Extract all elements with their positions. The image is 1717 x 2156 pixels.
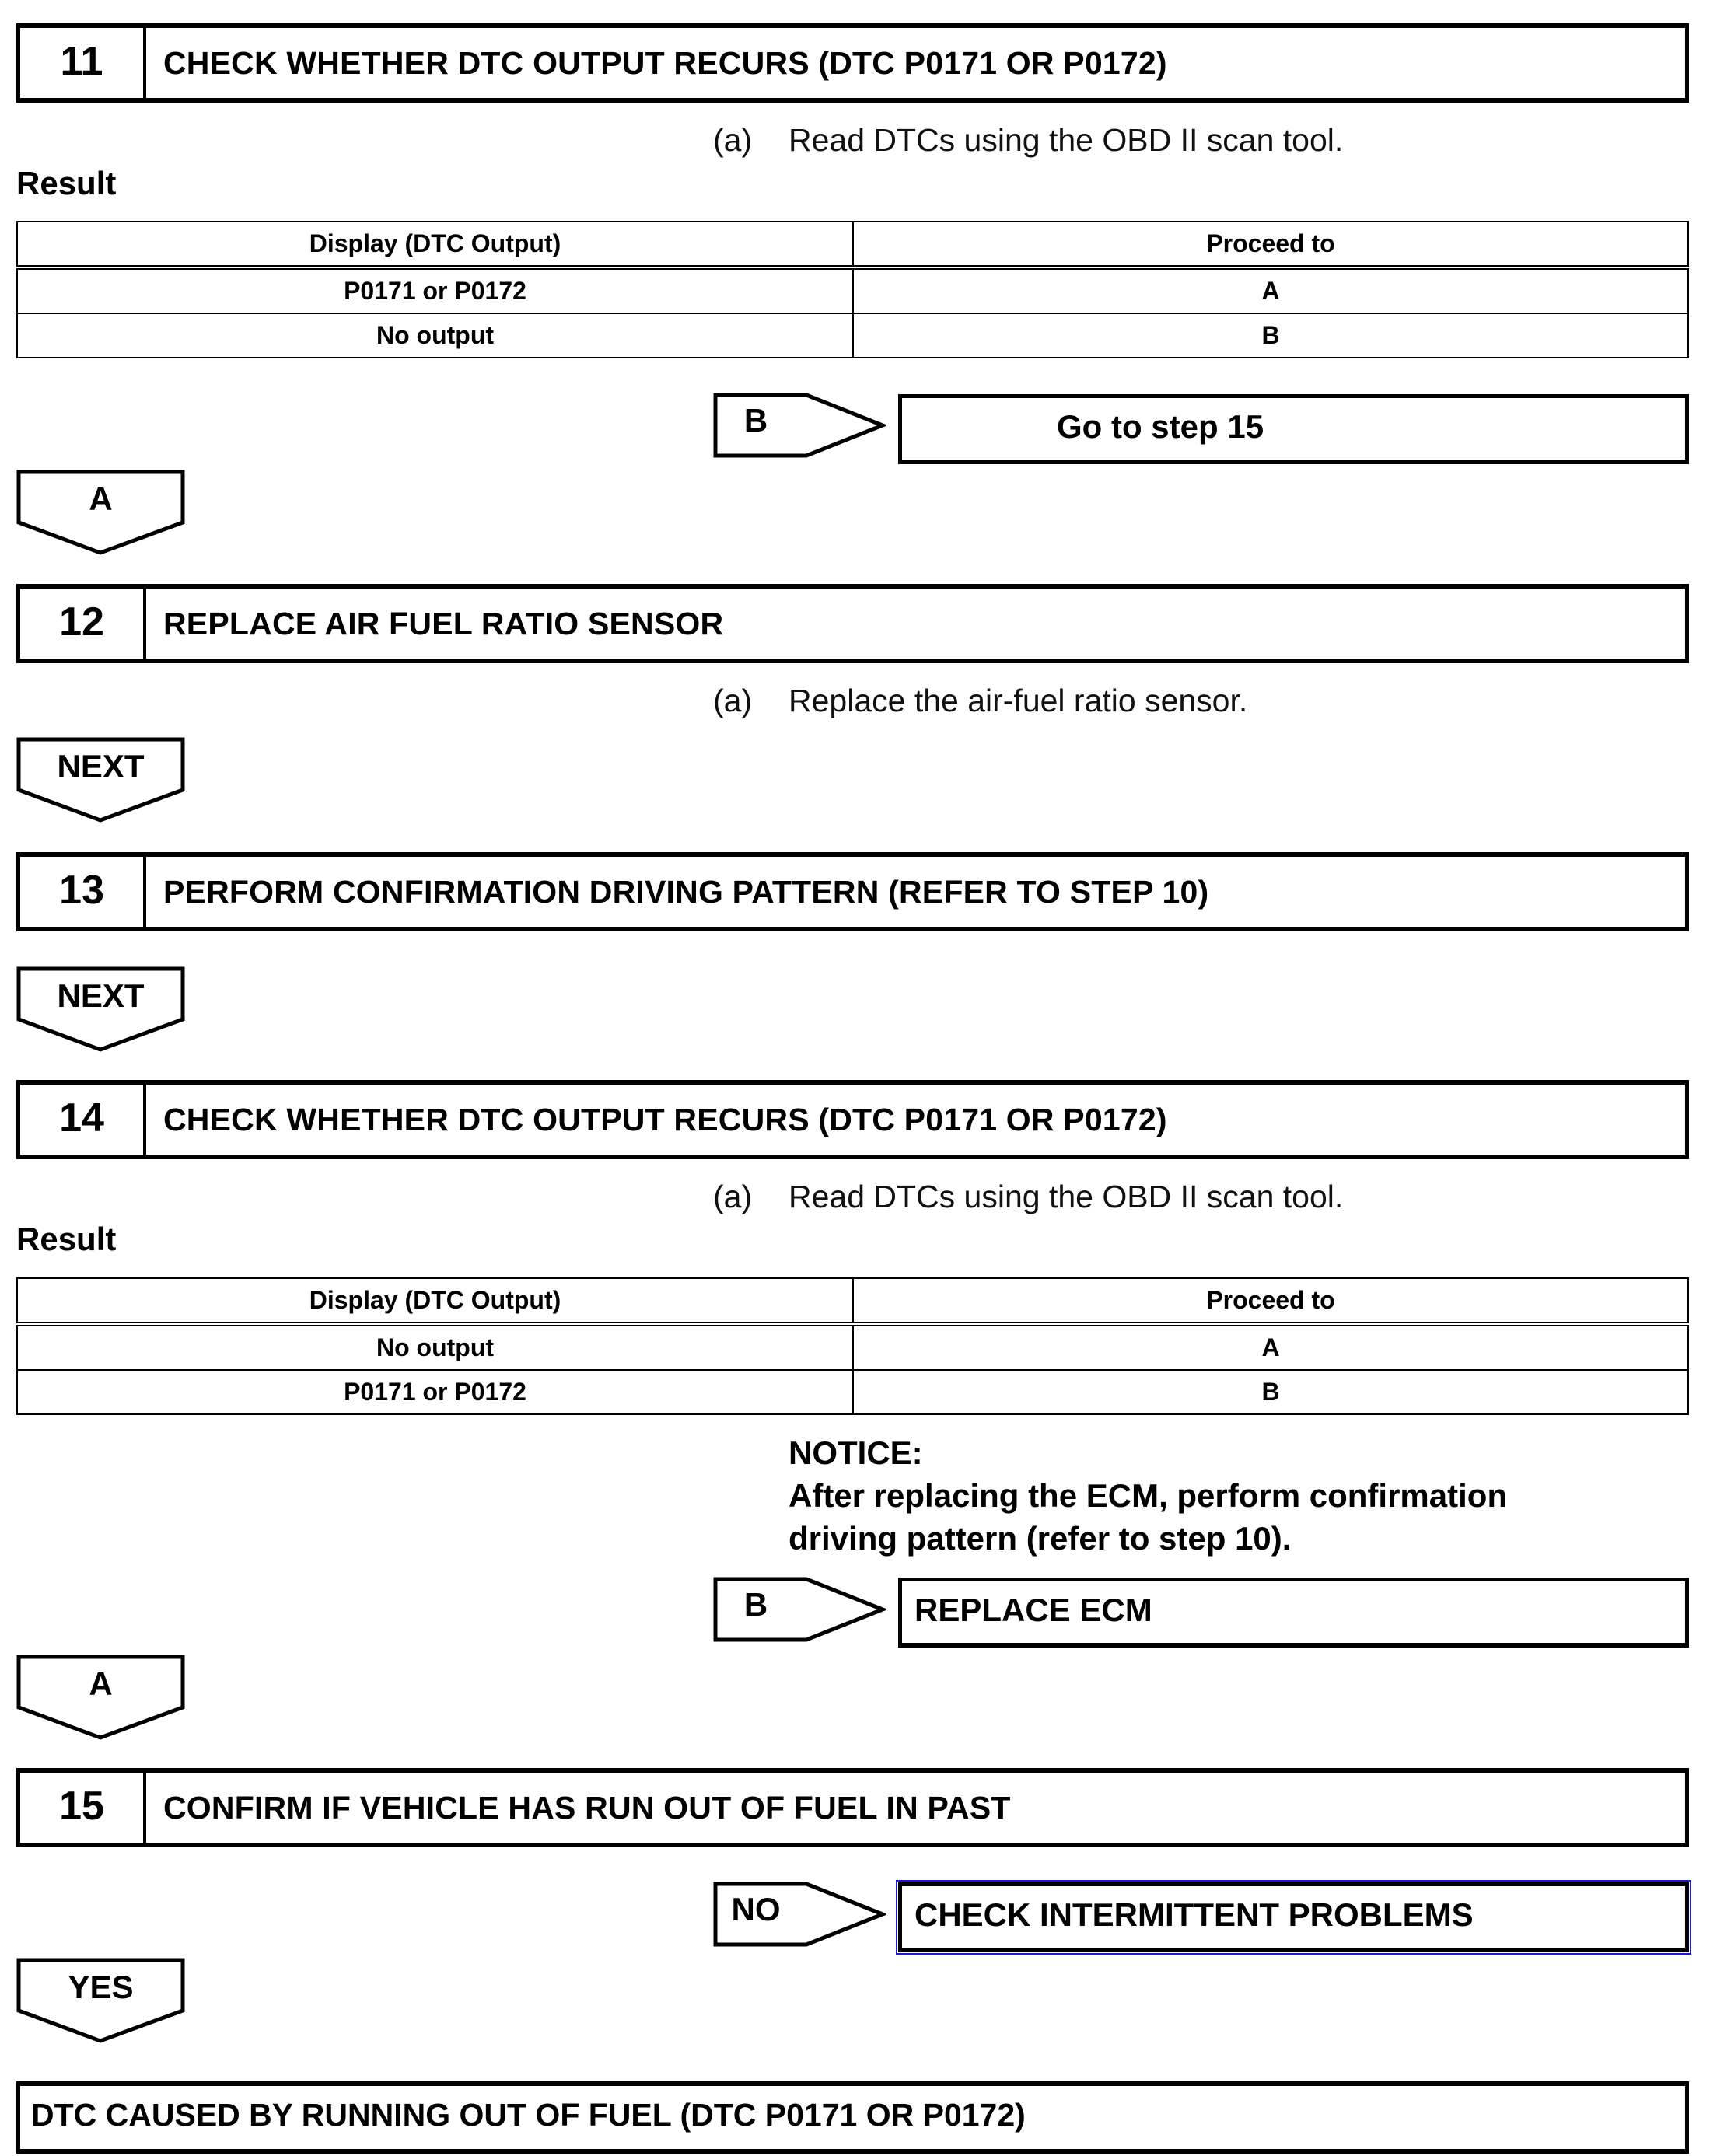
branch-yes-arrow[interactable]	[16, 1958, 185, 2042]
check-intermittent-problems-box[interactable]: CHECK INTERMITTENT PROBLEMS	[898, 1882, 1689, 1952]
step-title: CHECK WHETHER DTC OUTPUT RECURS (DTC P0171 OR P0172)	[163, 1101, 1167, 1137]
notice-line: driving pattern (refer to step 10).	[789, 1520, 1292, 1557]
branch-b-arrow[interactable]	[713, 393, 886, 458]
branch-a-arrow[interactable]	[16, 1655, 185, 1738]
branch-label: NEXT	[57, 977, 145, 1014]
branch-label: A	[89, 480, 113, 517]
step-14-header	[16, 1080, 1689, 1159]
notice-heading: NOTICE:	[789, 1434, 923, 1471]
step-12-instruction	[713, 683, 1646, 722]
column-header: Proceed to	[853, 1278, 1688, 1324]
result-label: Result	[16, 165, 117, 201]
table-cell: A	[853, 267, 1688, 313]
step-number: 13	[20, 857, 146, 927]
table-row	[17, 313, 1688, 358]
step-11-instruction	[713, 122, 1646, 161]
step-15-header	[16, 1768, 1689, 1847]
step-13-header	[16, 852, 1689, 931]
branch-label: B	[743, 1586, 768, 1623]
step-number: 15	[20, 1773, 146, 1843]
item-text: Read DTCs using the OBD II scan tool.	[789, 1179, 1344, 1214]
notice-line: After replacing the ECM, perform confirmation	[789, 1477, 1508, 1514]
next-arrow[interactable]	[16, 966, 185, 1050]
item-text: Replace the air-fuel ratio sensor.	[789, 683, 1248, 718]
table-cell: B	[853, 1370, 1688, 1414]
table-cell: B	[853, 313, 1688, 358]
branch-label: YES	[68, 1969, 134, 2005]
branch-a-arrow[interactable]	[16, 470, 185, 554]
step-title: CONFIRM IF VEHICLE HAS RUN OUT OF FUEL IN PAST	[163, 1789, 1011, 1826]
branch-label: B	[743, 402, 768, 439]
step-number: 11	[20, 28, 146, 98]
final-conclusion-box: DTC CAUSED BY RUNNING OUT OF FUEL (DTC P0171 OR P0172)	[16, 2081, 1689, 2154]
branch-label: NEXT	[57, 748, 145, 784]
item-label: (a)	[713, 683, 753, 718]
item-text: Read DTCs using the OBD II scan tool.	[789, 122, 1344, 158]
step-number: 12	[20, 589, 146, 659]
table-header-row	[17, 1278, 1688, 1324]
step-14-result-table	[16, 1277, 1689, 1415]
step-14-instruction	[713, 1179, 1646, 1218]
table-row	[17, 1324, 1688, 1370]
step-title: CHECK WHETHER DTC OUTPUT RECURS (DTC P0171 OR P0172)	[163, 44, 1167, 81]
notice-block	[789, 1431, 1507, 1560]
branch-label: A	[89, 1665, 113, 1702]
result-label: Result	[16, 1221, 117, 1257]
step-11-header	[16, 23, 1689, 103]
branch-no-arrow[interactable]	[713, 1882, 886, 1947]
replace-ecm-box[interactable]: REPLACE ECM	[898, 1578, 1689, 1648]
table-cell: A	[853, 1324, 1688, 1370]
table-header-row	[17, 222, 1688, 267]
column-header: Proceed to	[853, 222, 1688, 267]
table-cell: P0171 or P0172	[17, 1370, 853, 1414]
item-label: (a)	[713, 122, 753, 158]
step-number: 14	[20, 1085, 146, 1155]
go-to-step-15-box[interactable]: Go to step 15	[898, 394, 1689, 464]
table-cell: P0171 or P0172	[17, 267, 853, 313]
item-label: (a)	[713, 1179, 753, 1214]
column-header: Display (DTC Output)	[17, 1278, 853, 1324]
step-12-header	[16, 584, 1689, 663]
branch-b-arrow[interactable]	[713, 1577, 886, 1642]
table-cell: No output	[17, 313, 853, 358]
column-header: Display (DTC Output)	[17, 222, 853, 267]
table-row	[17, 1370, 1688, 1414]
next-arrow[interactable]	[16, 737, 185, 821]
branch-label: NO	[731, 1891, 781, 1927]
table-cell: No output	[17, 1324, 853, 1370]
step-title: REPLACE AIR FUEL RATIO SENSOR	[163, 605, 724, 641]
table-row	[17, 267, 1688, 313]
step-11-result-table	[16, 221, 1689, 358]
step-title: PERFORM CONFIRMATION DRIVING PATTERN (REFER TO STEP 10)	[163, 873, 1209, 910]
